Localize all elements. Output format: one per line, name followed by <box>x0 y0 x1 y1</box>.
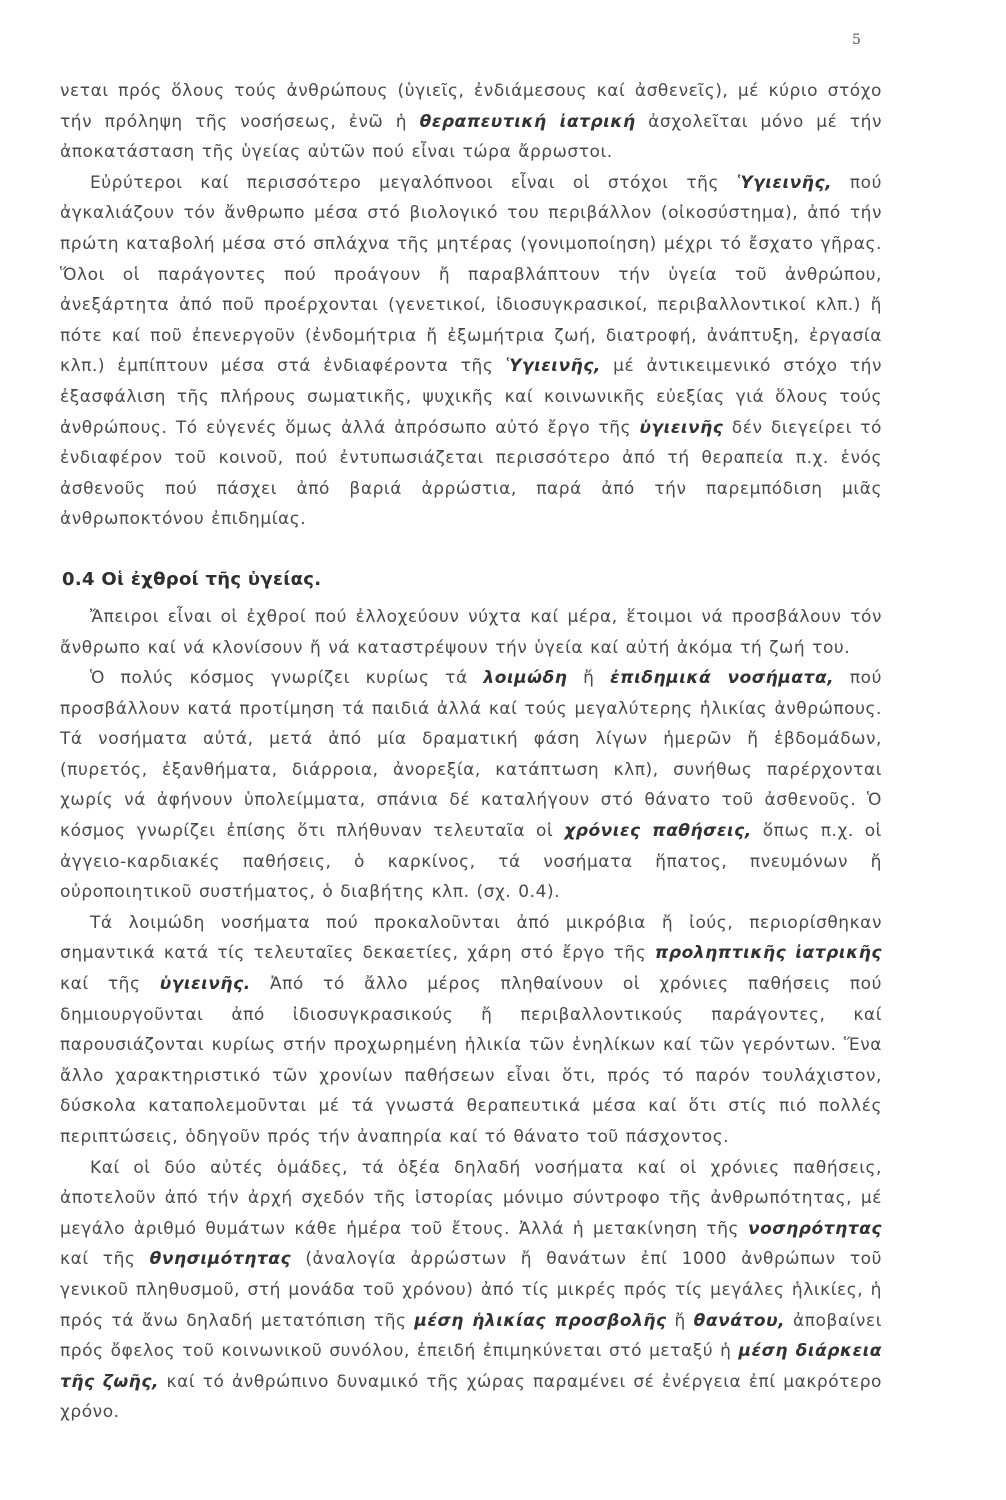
text-run: Εὐρύτεροι καί περισσότερο μεγαλόπνοοι εἶναι οἱ στόχοι τῆς <box>90 172 737 193</box>
paragraph-morbidity-mortality <box>60 1153 882 1428</box>
text-run: Ὁ πολύς κόσμος γνωρίζει κυρίως τά <box>90 668 484 689</box>
text-run: νεται πρός ὅλους τούς ἀνθρώπους (ὑγιεῖς, ἐνδιάμεσους καί ἀσθενεῖς), μέ κύριο στόχο τήν πρόληψη τῆς νοσήσεως, ἐνῶ ἡ <box>60 81 882 132</box>
text-run: πού ἀγκαλιάζουν τόν ἄνθρωπο μέσα στό βιολογικό του περιβάλλον (οἰκοσύστημα), ἀπό τήν πρώτη καταβολή μέσα στό σπλάχνα τῆς μητέρας (γονιμοποίηση) μέχρι τό ἔσχατο γῆρας. Ὅλοι οἱ παράγοντες πού προάγουν ἤ παραβλάπτουν τήν ὑγεία τοῦ ἀνθρώπου, ἀνεξάρτητα ἀπό ποῦ προέρχονται (γενετικοί, ἰδιοσυγκρασικοί, περιβαλλοντικοί κλπ.) ἤ πότε καί ποῦ ἐπενεργοῦν (ἐνδομήτρια ἤ ἐξωμήτρια ζωή, διατροφή, ἀνάπτυξη, ἐργασία κλπ.) ἐμπίπτουν μέσα στά ἐνδιαφέροντα τῆς <box>60 172 883 377</box>
emphasis-epidemic-diseases: ἐπιδημικά νοσήματα, <box>610 668 835 689</box>
section-number: 0.4 <box>62 568 95 590</box>
text-run: πού προσβάλλουν κατά προτίμηση τά παιδιά ἀλλά καί τούς μεγαλύτερης ἡλικίας ἀνθρώπους. Τά νοσήματα αὐτά, μετά ἀπό μία δραματική φάση λίγων ἡμερῶν ἤ ἑβδομάδων, (πυρετός, ἐξανθήματα, διάρροια, ἀνορεξία, κατάπτωση κλπ), συνήθως παρέρχονται χωρίς νά ἀφήνουν ὑπολείμματα, σπάνια δέ καταλήγουν στό θάνατο τοῦ ἀσθενοῦς. Ὁ κόσμος γνωρίζει ἐπίσης ὅτι πλήθυναν τελευταῖα οἱ <box>60 668 882 842</box>
text-run: μέ ἀντικειμενικό στόχο τήν ἐξασφάλιση τῆς πλήρους σωματικῆς, ψυχικῆς καί κοινωνικῆς εὐεξίας γιά ὅλους τούς ἀνθρώπους. Τό εὐγενές ὅμως ἀλλά ἀπρόσωπο αὐτό ἔργο τῆς <box>60 356 882 438</box>
text-run: καί τῆς <box>60 974 160 995</box>
emphasis-death: θανάτου, <box>693 1310 786 1331</box>
page-number: 5 <box>852 32 861 48</box>
text-run: ἀσχολεῖται μόνο μέ τήν ἀποκατάσταση τῆς ὑγείας αὐτῶν πού εἶναι τώρα ἄρρωστοι. <box>60 111 882 163</box>
section-heading <box>62 569 882 590</box>
text-run: ἀποβαίνει πρός ὄφελος τοῦ κοινωνικοῦ συνόλου, ἐπειδή ἐπιμηκύνεται στό μεταξύ ἡ <box>60 1310 882 1362</box>
text-run: Ἀπό τό ἄλλο μέρος πληθαίνουν οἱ χρόνιες παθήσεις πού δημιουργοῦνται ἀπό ἰδιοσυγκρασικούς ἤ περιβαλλοντικούς παράγοντες, καί παρουσιάζονται κυρίως στήν προχωρημένη ἡλικία τῶν ἐνηλίκων καί τῶν γερόντων. Ἕνα ἄλλο χαρακτηριστικό τῶν χρονίων παθήσεων εἶναι ὅτι, πρός τό παρόν τουλάχιστον, δύσκολα καταπολεμοῦνται μέ τά γνωστά θεραπευτικά μέσα καί ὅτι στίς πιό πολλές περιπτώσεις, ὁδηγοῦν πρός τήν ἀναπηρία καί τό θάνατο τοῦ πάσχοντος. <box>60 974 882 1147</box>
paragraph-prevention <box>60 76 882 168</box>
emphasis-preventive-medicine: προληπτικῆς ἰατρικῆς <box>654 943 882 964</box>
emphasis-hygiene-lower: ὑγιεινῆς <box>639 417 724 438</box>
text-run: καί τό ἀνθρώπινο δυναμικό τῆς χώρας παραμένει σέ ἐνέργεια ἐπί μακρότερο χρόνο. <box>60 1371 882 1423</box>
text-run: ὅπως π.χ. οἱ ἀγγειο-καρδιακές παθήσεις, ὁ καρκίνος, τά νοσήματα ἥπατος, πνευμόνων ἤ οὐροποιητικοῦ συστήματος, ὁ διαβήτης κλπ. (σχ. 0.4). <box>60 821 882 903</box>
text-run: ἤ <box>666 1310 694 1331</box>
paragraph-infectious-chronic <box>60 663 882 908</box>
emphasis-mean-age-onset: μέση ἡλικίας προσβολῆς <box>414 1310 667 1331</box>
emphasis-chronic-conditions: χρόνιες παθήσεις, <box>564 821 752 842</box>
text-run: Καί οἱ δύο αὐτές ὁμάδες, τά ὀξέα δηλαδή νοσήματα καί οἱ χρόνιες παθήσεις, ἀποτελοῦν ἀπό τήν ἀρχή σχεδόν τῆς ἱστορίας μόνιμο σύντροφο τῆς ἀνθρωπότητας, μέ μεγάλο ἀριθμό θυμάτων κάθε ἡμέρα τοῦ ἔτους. Ἀλλά ἡ μετακίνηση τῆς <box>60 1157 882 1239</box>
page-body <box>60 76 882 1428</box>
emphasis-hygiene: Ὑγιεινῆς, <box>736 172 833 193</box>
emphasis-therapeutic-medicine: θεραπευτική ἰατρική <box>419 111 636 132</box>
emphasis-hygiene-lower: ὑγιεινῆς. <box>159 974 251 995</box>
emphasis-morbidity: νοσηρότητας <box>747 1218 882 1239</box>
text-run: Ἄπειροι εἶναι οἱ ἐχθροί πού ἐλλοχεύουν νύχτα καί μέρα, ἕτοιμοι νά προσβάλουν τόν ἄνθρωπο καί νά κλονίσουν ἤ νά καταστρέψουν τήν ὑγεία καί αὐτή ἀκόμα τή ζωή του. <box>60 606 882 658</box>
text-run: ἤ <box>567 668 611 689</box>
section-title: Οἱ ἐχθροί τῆς ὑγείας. <box>101 568 322 590</box>
text-run: δέν διεγείρει τό ἐνδιαφέρον τοῦ κοινοῦ, πού ἐντυπωσιάζεται περισσότερο ἀπό τή θεραπεία π.χ. ἑνός ἀσθενοῦς πού πάσχει ἀπό βαριά ἀρρώστια, παρά ἀπό τήν παρεμπόδιση μιᾶς ἀνθρωποκτόνου ἐπιδημίας. <box>60 417 882 530</box>
emphasis-hygiene: Ὑγιεινῆς, <box>505 356 601 377</box>
paragraph-enemies <box>60 602 882 663</box>
paragraph-hygiene-goals <box>60 168 882 535</box>
emphasis-life-expectancy: μέση διάρκεια τῆς ζωῆς, <box>60 1341 882 1392</box>
paragraph-decline-infectious <box>60 908 882 1153</box>
emphasis-infectious: λοιμώδη <box>483 668 568 689</box>
text-run: (ἀναλογία ἀρρώστων ἤ θανάτων ἐπί 1000 ἀνθρώπων τοῦ γενικοῦ πληθυσμοῦ, στή μονάδα τοῦ χρόνου) ἀπό τίς μικρές πρός τίς μεγάλες ἡλικίες, ἡ πρός τά ἄνω δηλαδή μετατόπιση τῆς <box>60 1249 882 1331</box>
text-run: Τά λοιμώδη νοσήματα πού προκαλοῦνται ἀπό μικρόβια ἤ ἰούς, περιορίσθηκαν σημαντικά κατά τίς τελευταῖες δεκαετίες, χάρη στό ἔργο τῆς <box>60 912 882 964</box>
text-run: καί τῆς <box>60 1249 150 1270</box>
emphasis-mortality: θνησιμότητας <box>149 1249 292 1270</box>
